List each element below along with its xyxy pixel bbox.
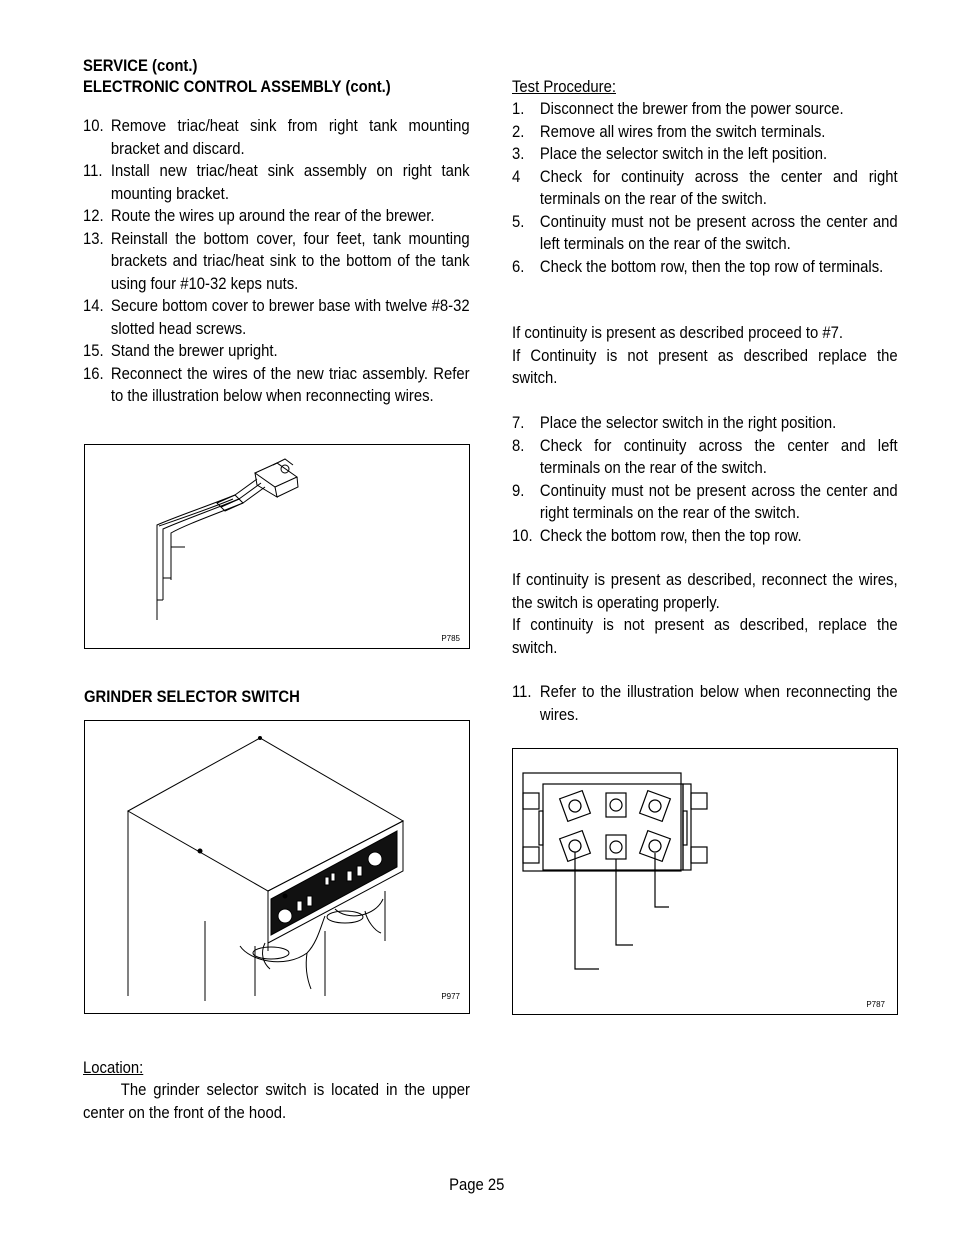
location-text: The grinder selector switch is located in the upper center on the front of the hood. (83, 1081, 471, 1122)
test-steps-first (512, 98, 898, 278)
triac-illustration (85, 445, 471, 650)
switch-terminal-figure (512, 748, 898, 1015)
section-header: ELECTRONIC CONTROL ASSEMBLY (cont.) (83, 78, 391, 96)
location-heading: Location: (83, 1059, 144, 1077)
continuity-paragraph-2: If continuity is present as described, reconnect the wires, the switch is operating properly. If continuity is not present as described, replace the switch. (512, 571, 898, 657)
continuity-paragraph-1: If continuity is present as described proceed to #7. If Continuity is not present as described replace the switch. (512, 324, 898, 387)
list-item: 13. Reinstall the bottom cover, four feet, tank mounting brackets and triac/heat sink to the bottom of the tank using four #10-32 keps nuts. (83, 229, 470, 293)
list-item: 5. Continuity must not be present across the center and left terminals on the rear of the switch. (512, 212, 898, 253)
page-number: Page 25 (449, 1176, 505, 1194)
left-step-list (83, 115, 470, 408)
list-item: 8. Check for continuity across the center and left terminals on the rear of the switch. (512, 436, 898, 477)
switch-illustration (513, 749, 899, 1016)
list-item: 10. Check the bottom row, then the top row. (512, 526, 802, 545)
brewer-figure (84, 720, 470, 1014)
figure-code: P787 (866, 1000, 885, 1009)
test-steps-second (512, 412, 898, 547)
list-item: 6. Check the bottom row, then the top row of terminals. (512, 257, 884, 276)
list-item: 14. Secure bottom cover to brewer base with twelve #8-32 slotted head screws. (83, 297, 470, 338)
brewer-illustration (85, 721, 471, 1015)
list-item: 9. Continuity must not be present across the center and right terminals on the rear of the switch. (512, 481, 898, 522)
list-item: 10. Remove triac/heat sink from right tank mounting bracket and discard. (83, 117, 470, 158)
triac-wiring-figure (84, 444, 470, 649)
grinder-section-title: GRINDER SELECTOR SWITCH (84, 688, 300, 706)
service-header: SERVICE (cont.) (83, 57, 198, 75)
test-procedure-heading: Test Procedure: (512, 78, 617, 96)
list-item: 15. Stand the brewer upright. (83, 342, 278, 360)
list-item: 11. Refer to the illustration below when reconnecting the wires. (512, 683, 898, 724)
test-step-11 (512, 681, 898, 726)
list-item: 11. Install new triac/heat sink assembly on right tank mounting bracket. (83, 162, 470, 203)
list-item: 1. Disconnect the brewer from the power source. (512, 100, 844, 118)
list-item: 2. Remove all wires from the switch terminals. (512, 122, 826, 141)
list-item: 16. Reconnect the wires of the new triac assembly. Refer to the illustration below when reconnecting wires. (83, 364, 470, 405)
list-item: 7. Place the selector switch in the right position. (512, 414, 837, 432)
list-item: 12. Route the wires up around the rear of the brewer. (83, 207, 435, 225)
figure-code: P785 (441, 634, 460, 643)
list-item: 3. Place the selector switch in the left position. (512, 145, 828, 163)
figure-code: P977 (441, 992, 460, 1001)
list-item: 4 Check for continuity across the center and right terminals on the rear of the switch. (512, 167, 898, 208)
